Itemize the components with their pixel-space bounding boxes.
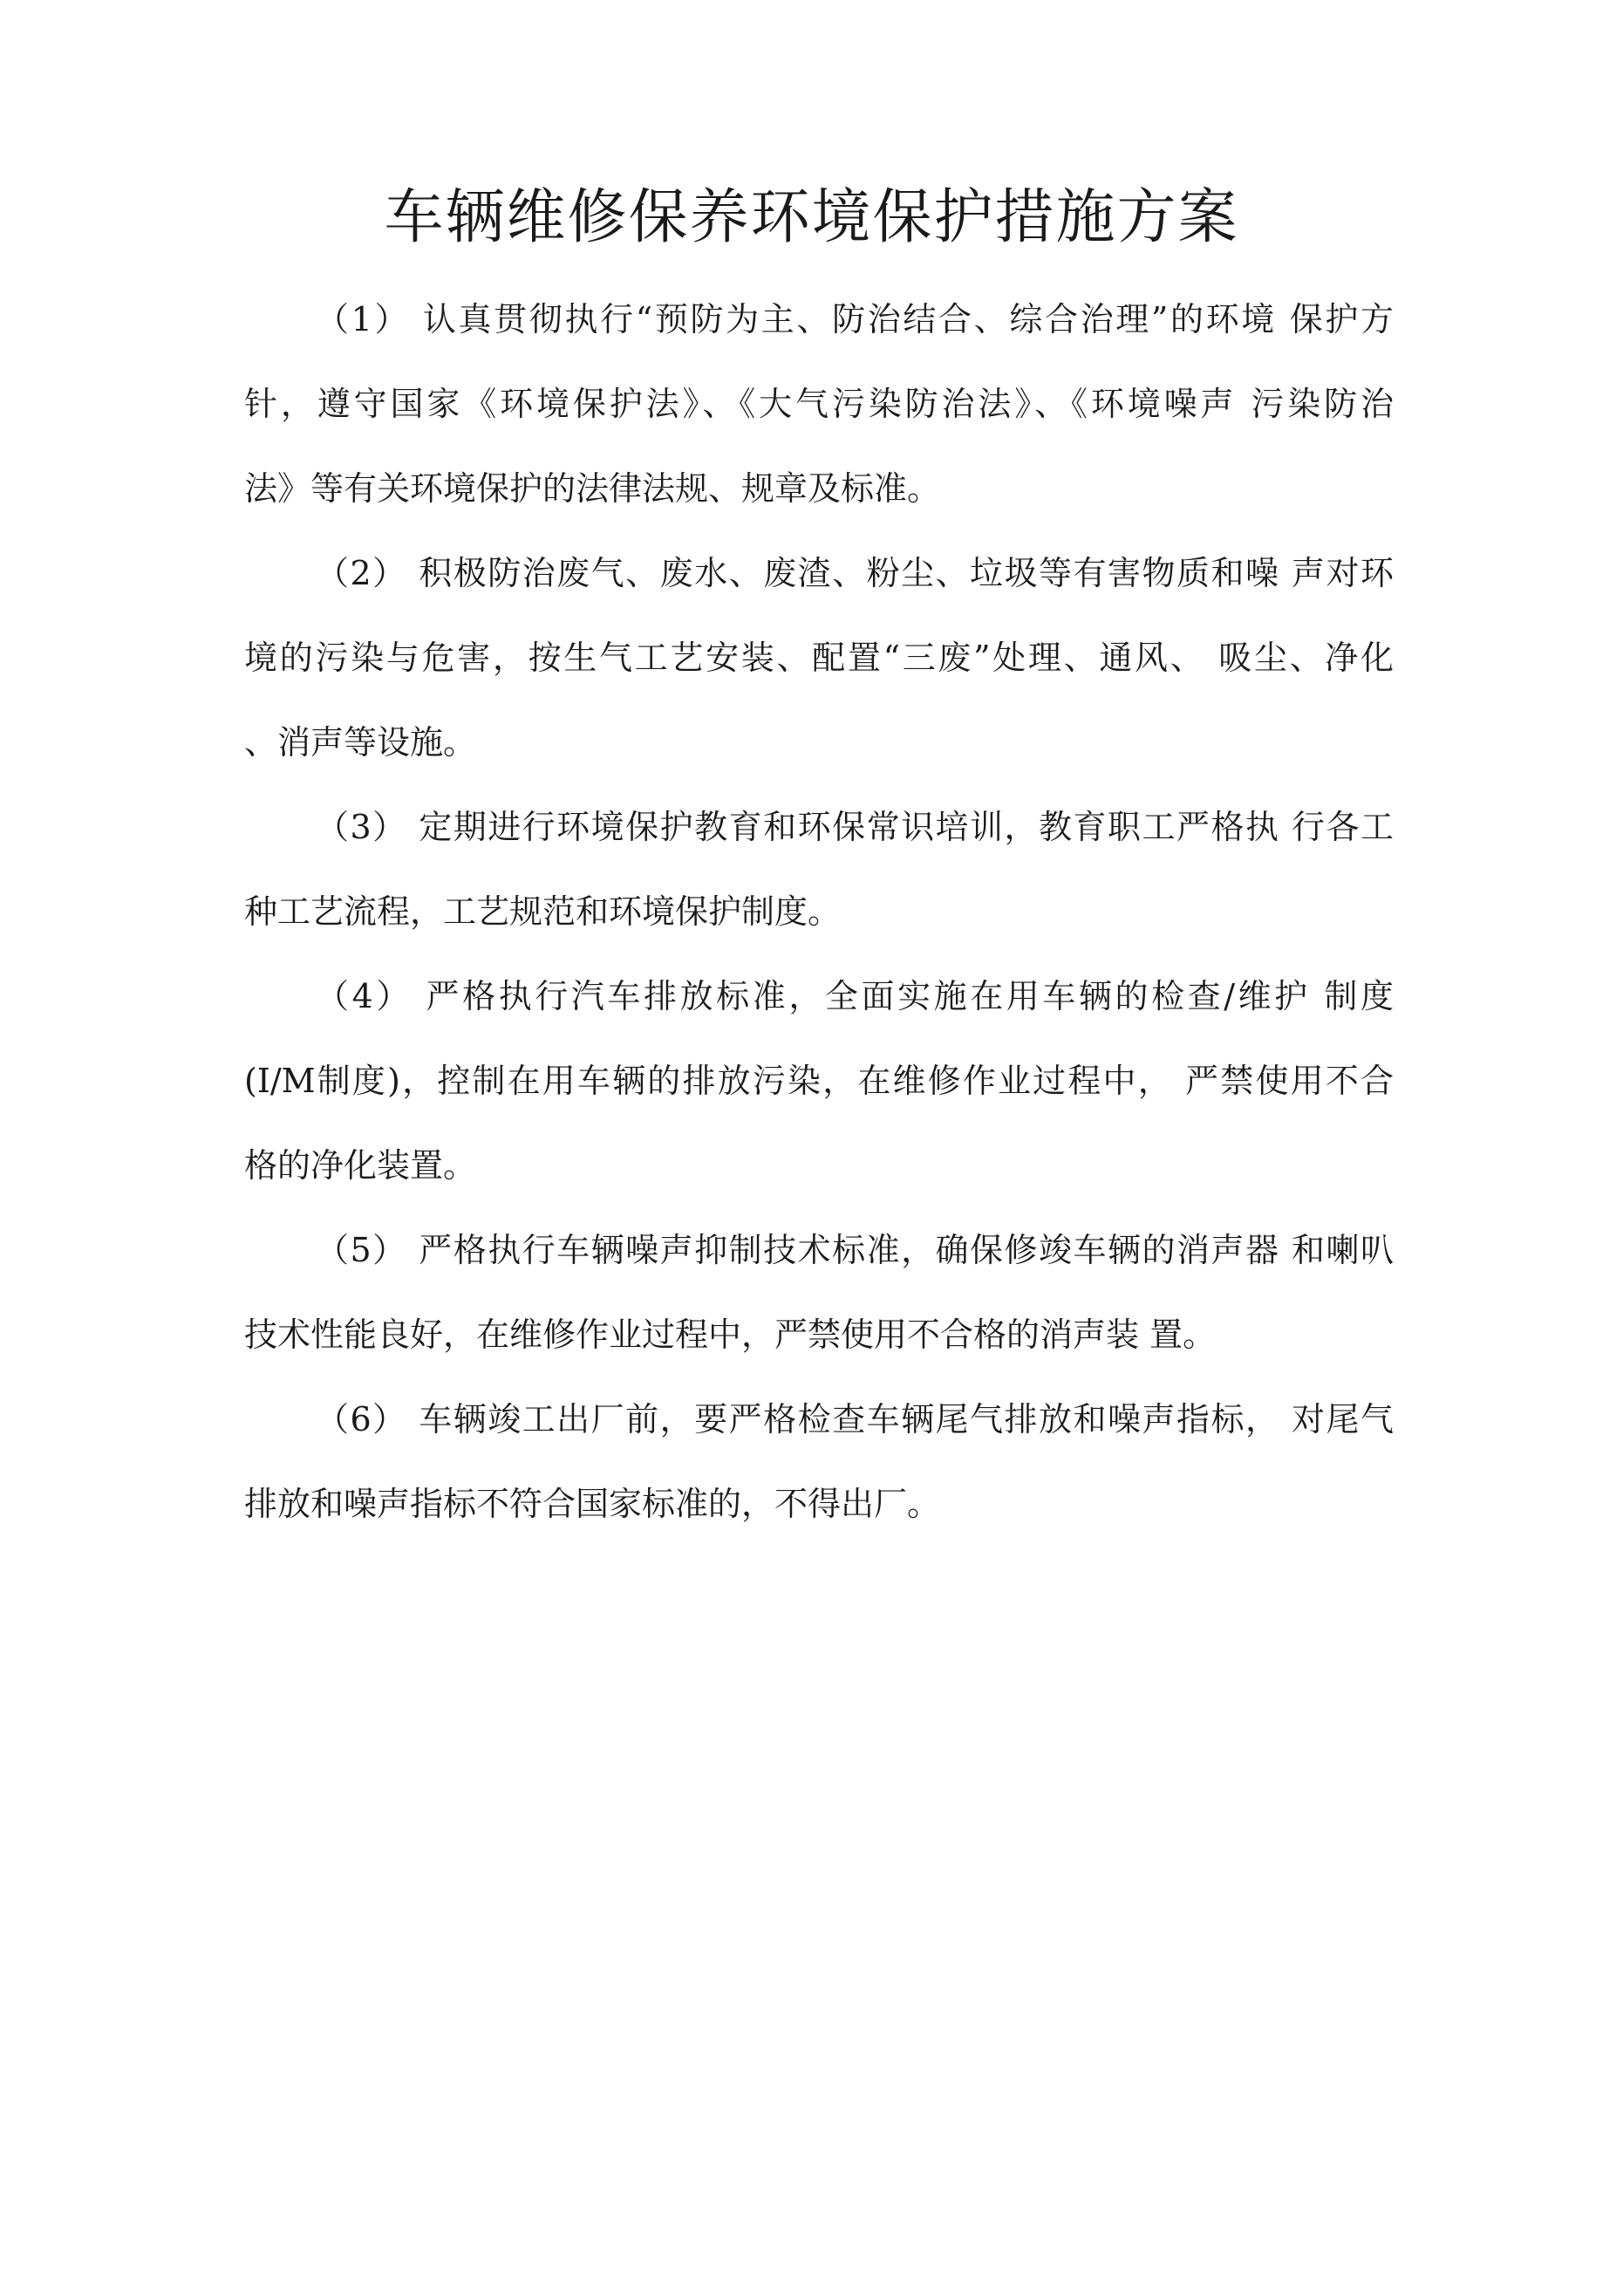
paragraph-6-line-2: 排放和噪声指标不符合国家标准的，不得出厂。	[244, 1485, 941, 1523]
paragraph-1-line-2: 针，遵守国家《环境保护法》、《大气污染防治法》、《环境噪声 污染防治	[244, 385, 1394, 423]
document-title: 车辆维修保养环境保护措施方案	[384, 183, 1239, 252]
paragraph-6-line-1: （6） 车辆竣工出厂前，要严格检查车辆尾气排放和噪声指标， 对尾气	[316, 1400, 1394, 1438]
paragraph-4-line-1: （4） 严格执行汽车排放标准，全面实施在用车辆的检查/维护 制度	[316, 977, 1394, 1015]
paragraph-4-line-3: 格的净化装置。	[244, 1146, 477, 1185]
paragraph-3-line-2: 种工艺流程，工艺规范和环境保护制度。	[244, 892, 842, 931]
paragraph-5-line-2: 技术性能良好，在维修作业过程中，严禁使用不合格的消声装 置。	[244, 1315, 1217, 1354]
paragraph-1-line-3: 法》等有关环境保护的法律法规、规章及标准。	[244, 469, 941, 508]
paragraph-5-line-1: （5） 严格执行车辆噪声抑制技术标准，确保修竣车辆的消声器 和喇叭	[316, 1231, 1394, 1269]
paragraph-3-line-1: （3） 定期进行环境保护教育和环保常识培训，教育职工严格执 行各工	[316, 808, 1394, 846]
paragraph-2-line-2: 境的污染与危害，按生气工艺安装、配置“三废”处理、通风、 吸尘、净化	[244, 639, 1394, 677]
paragraph-2-line-3: 、消声等设施。	[244, 723, 477, 762]
paragraph-2-line-1: （2） 积极防治废气、废水、废渣、粉尘、垃圾等有害物质和噪 声对环	[316, 554, 1394, 592]
paragraph-4-line-2: (I/M制度)，控制在用车辆的排放污染，在维修作业过程中， 严禁使用不合	[244, 1062, 1394, 1100]
paragraph-1-line-1: （1） 认真贯彻执行“预防为主、防治结合、综合治理”的环境 保护方	[316, 300, 1394, 338]
